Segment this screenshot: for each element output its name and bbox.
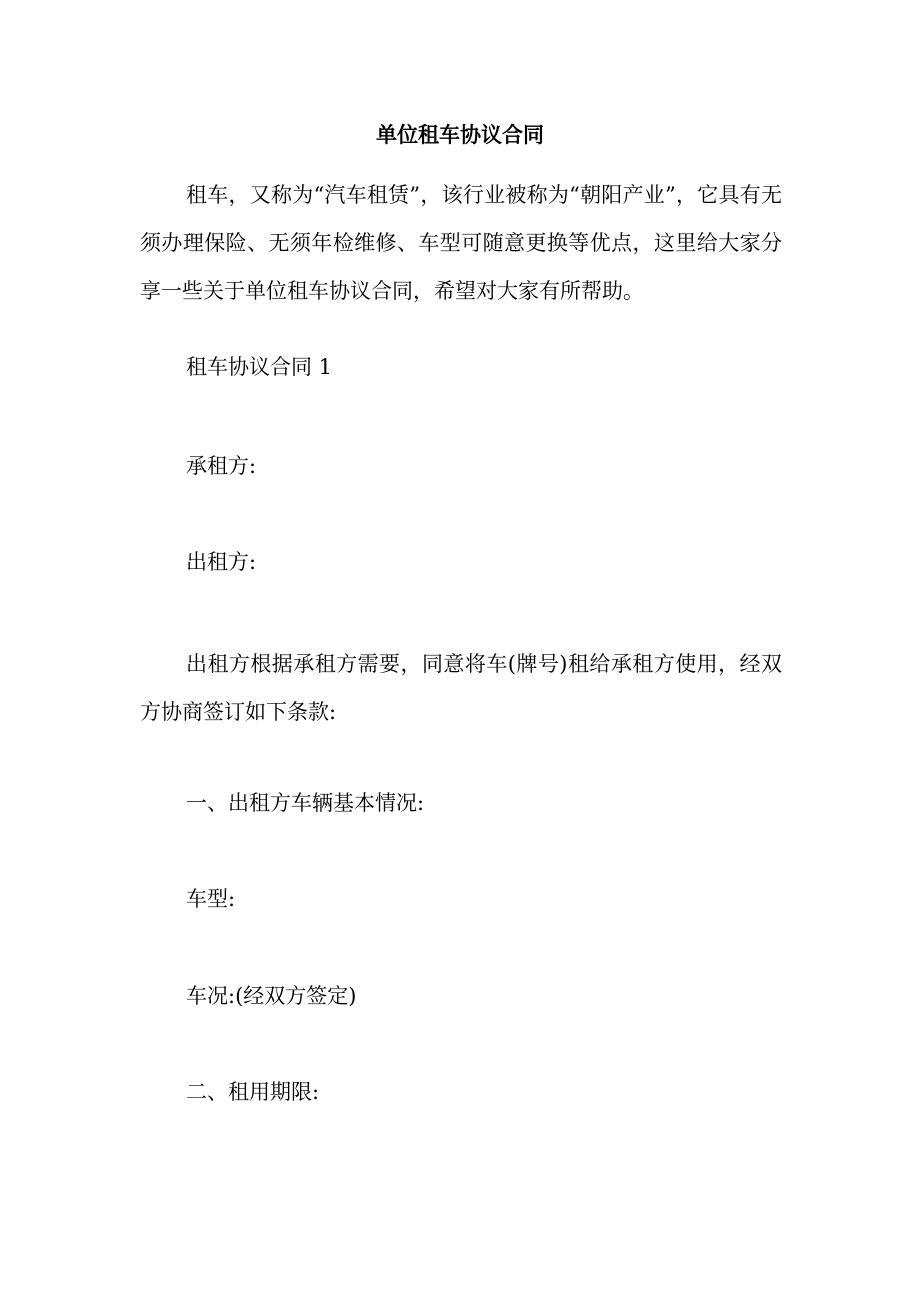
section-two-heading: 二、租用期限: [186,1080,320,1104]
vehicle-condition-label: 车况:(经双方签定) [186,984,357,1008]
lessor-label: 出租方: [186,550,257,574]
contract-heading: 租车协议合同 1 [186,355,333,379]
page-title: 单位租车协议合同 [376,122,544,147]
section-one-heading: 一、出租方车辆基本情况: [186,791,425,815]
intro-paragraph: 租车，又称为“汽车租赁”，该行业被称为“朝阳产业”，它具有无须办理保险、无须年检维修、车型可随意更换等优点，这里给大家分享一些关于单位租车协议合同，希望对大家有所帮助。 [140,183,782,303]
lessee-label: 承租方: [186,454,257,478]
vehicle-model-label: 车型: [186,887,236,911]
agreement-paragraph: 出租方根据承租方需要，同意将车(牌号)租给承租方使用，经双方协商签订如下条款: [140,652,782,724]
